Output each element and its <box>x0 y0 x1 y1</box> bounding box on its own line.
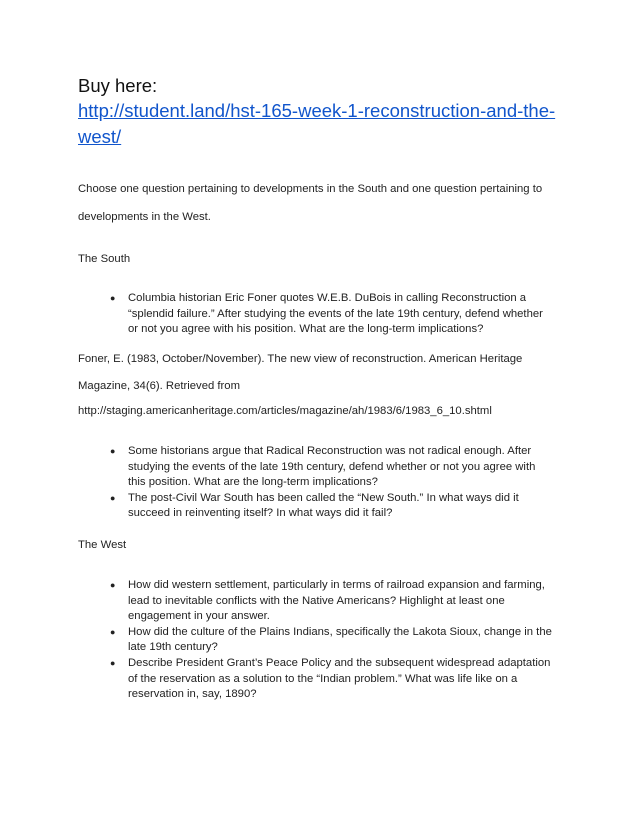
south-q1-line-3: or not you agree with his position. What are the long-term implications? <box>128 323 484 336</box>
citation-line-1: Foner, E. (1983, October/November). The new view of reconstruction. American Heritage <box>78 353 523 365</box>
west-q3-line-3: reservation in, say, 1890? <box>128 688 257 701</box>
south-question-list-1 <box>78 291 568 338</box>
citation-url: http://staging.americanheritage.com/articles/magazine/ah/1983/6/1983_6_10.shtml <box>78 405 492 417</box>
west-question-2 <box>78 625 568 656</box>
buy-link-line-1[interactable]: http://student.land/hst-165-week-1-reconstruction-and-the- <box>78 100 556 121</box>
south-question-3 <box>78 491 568 522</box>
bullet-icon: ● <box>110 657 116 668</box>
west-q2-line-2: late 19th century? <box>128 641 218 654</box>
bullet-icon: ● <box>110 446 116 456</box>
south-q3-line-1: The post-Civil War South has been called the “New South.” In what ways did it <box>128 491 519 504</box>
buy-here-link[interactable] <box>78 98 568 150</box>
west-q2-line-1: How did the culture of the Plains Indians, specifically the Lakota Sioux, change in the <box>128 625 552 638</box>
citation-line-2: Magazine, 34(6). Retrieved from <box>78 380 240 392</box>
west-question-3 <box>78 656 568 703</box>
west-q1-line-2: lead to inevitable conflicts with the Native Americans? Highlight at least one <box>128 594 505 607</box>
buy-here-label: Buy here: <box>78 75 158 96</box>
south-q1-line-2: “splendid failure.” After studying the events of the late 19th century, defend whether <box>128 307 543 320</box>
west-q3-line-1: Describe President Grant’s Peace Policy and the subsequent widespread adaptation <box>128 656 551 669</box>
intro-line-2: developments in the West. <box>78 211 211 223</box>
south-q1-line-1: Columbia historian Eric Foner quotes W.E.B. DuBois in calling Reconstruction a <box>128 292 527 304</box>
buy-link-line-2[interactable]: west/ <box>78 126 122 147</box>
south-heading: The South <box>78 253 131 265</box>
intro-line-1: Choose one question pertaining to developments in the South and one question pertaining to <box>78 183 543 195</box>
south-question-1 <box>78 291 568 338</box>
bullet-icon: ● <box>110 626 116 637</box>
west-q3-line-2: of the reservation as a solution to the “Indian problem.” What was life like on a <box>128 672 518 685</box>
bullet-icon: ● <box>110 580 116 590</box>
bullet-icon: ● <box>110 492 116 503</box>
south-question-2 <box>78 444 568 491</box>
south-q2-line-1: Some historians argue that Radical Reconstruction was not radical enough. After <box>128 445 532 457</box>
west-question-1 <box>78 578 568 625</box>
south-q2-line-3: this position. What are the long-term implications? <box>128 476 378 489</box>
bullet-icon: ● <box>110 293 116 303</box>
west-question-list <box>78 578 568 703</box>
west-q1-line-1: How did western settlement, particularly in terms of railroad expansion and farming, <box>128 579 545 591</box>
south-q2-line-2: studying the events of the late 19th century, defend whether or not you agree with <box>128 460 536 473</box>
south-question-list-2 <box>78 444 568 522</box>
west-heading: The West <box>78 539 127 551</box>
south-q3-line-2: succeed in reinventing itself? In what ways did it fail? <box>128 507 393 520</box>
west-q1-line-3: engagement in your answer. <box>128 610 270 623</box>
